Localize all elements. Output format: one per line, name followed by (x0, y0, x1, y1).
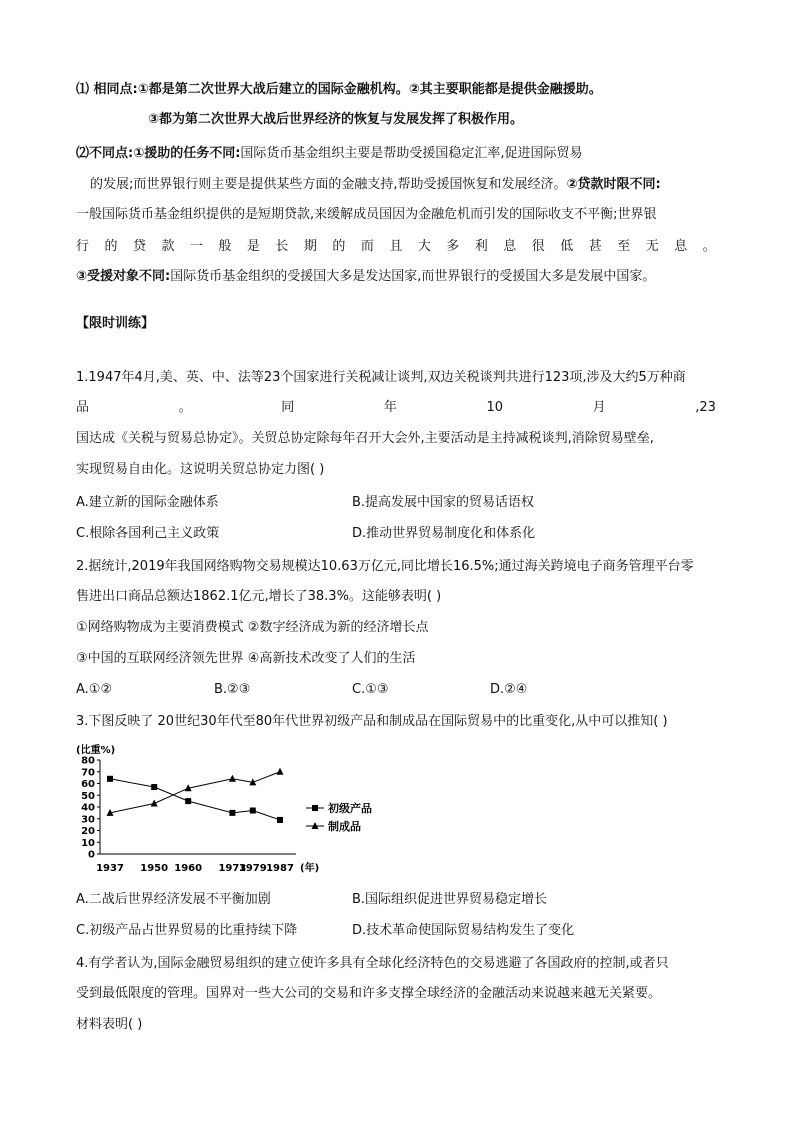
line6-char: 行 (76, 239, 90, 254)
x-tick-label: 1979 (238, 863, 267, 874)
chart-ylabel: (比重%) (76, 745, 116, 756)
line6-char: 一 (189, 239, 203, 254)
diff-task-text-cont: 的发展;而世界银行则主要是提供某些方面的金融支持,帮助受援国恢复和发展经济。 (90, 177, 567, 192)
q2-option-b: B.②③ (214, 682, 251, 697)
line6-char: 长 (275, 239, 289, 254)
section1-line1: ⑴ 相同点:①都是第二次世界大战后建立的国际金融机构。②其主要职能都是提供金融援助。 (76, 82, 602, 97)
section1-line4 (90, 176, 661, 194)
q1-line2-part: 10 (486, 400, 504, 415)
x-tick-label: 1950 (140, 863, 169, 874)
line6-char: 甚 (588, 239, 602, 254)
section-heading: 【限时训练】 (76, 316, 155, 331)
series-line (110, 772, 280, 813)
section1-line6 (76, 238, 716, 256)
data-point-square (277, 817, 283, 823)
q3-option-c: C.初级产品占世界贸易的比重持续下降 (76, 923, 298, 938)
line6-char: 很 (531, 239, 545, 254)
chart-xlabel: (年) (300, 863, 320, 874)
q1-line2-part: 同 (281, 400, 295, 415)
q1-option-b: B.提高发展中国家的贸易话语权 (352, 495, 535, 510)
q4-line3: 材料表明( ) (76, 1017, 143, 1032)
q2-items-1: ①网络购物成为主要消费模式 ②数字经济成为新的经济增长点 (76, 620, 429, 635)
q1-line2-part: 。 (178, 400, 192, 415)
data-point-triangle (277, 768, 284, 775)
q1-line2-part: 月 (592, 400, 606, 415)
data-point-square (151, 784, 157, 790)
line6-char: 款 (161, 239, 175, 254)
q3-line1: 3.下图反映了 20世纪30年代至80年代世界初级产品和制成品在国际贸易中的比重变化,从中可以推知( ) (76, 714, 668, 729)
diff-target-text: 国际货币基金组织的受援国大多是发达国家,而世界银行的受援国大多是发展中国家。 (170, 269, 656, 284)
q2-line2: 售进出口商品总额达1862.1亿元,增长了38.3%。这能够表明( ) (76, 589, 442, 604)
line6-char: 利 (474, 239, 488, 254)
line6-char: 的 (104, 239, 118, 254)
section1-line2: ③都为第二次世界大战后世界经济的恢复与发展发挥了积极作用。 (148, 112, 524, 127)
q2-line1: 2.据统计,2019年我国网络购物交易规模达10.63万亿元,同比增长16.5%;通过海关跨境电子商务管理平台零 (76, 559, 694, 574)
q3-option-a: A.二战后世界经济发展不平衡加剧 (76, 892, 271, 907)
section1-line5: 一般国际货币基金组织提供的是短期贷款,来缓解成员国因为金融危机而引发的国际收支不平衡;世界银 (76, 207, 657, 222)
data-point-square (107, 776, 113, 782)
q2-option-a: A.①② (76, 682, 113, 697)
y-tick-label: 30 (81, 814, 95, 826)
y-tick-label: 60 (81, 779, 95, 790)
q1-line2-part: 品 (76, 400, 90, 415)
q3-option-d: D.技术革命使国际贸易结构发生了变化 (352, 923, 575, 938)
line6-char: 多 (446, 239, 460, 254)
q1-option-c: C.根除各国利己主义政策 (76, 526, 220, 541)
data-point-square (185, 798, 191, 804)
line6-char: 而 (360, 239, 374, 254)
line6-char: 息 (503, 239, 517, 254)
line6-char: 是 (246, 239, 260, 254)
q3-option-b: B.国际组织促进世界贸易稳定增长 (352, 892, 548, 907)
q1-option-d: D.推动世界贸易制度化和体系化 (352, 526, 536, 541)
data-point-triangle (229, 775, 236, 782)
x-tick-label: 1937 (96, 863, 124, 874)
share-line-chart (74, 742, 404, 880)
y-tick-label: 0 (88, 849, 95, 861)
legend-label: 制成品 (328, 820, 361, 833)
line6-char: 。 (702, 239, 716, 254)
line6-char: 的 (332, 239, 346, 254)
y-tick-label: 40 (81, 802, 95, 814)
q1-line2 (76, 399, 716, 417)
data-point-triangle (151, 799, 158, 806)
line6-char: 大 (417, 239, 431, 254)
q4-line1: 4.有学者认为,国际金融贸易组织的建立使许多具有全球化经济特色的交易逃避了各国政府的控制,或者只 (76, 956, 669, 971)
q1-line1: 1.1947年4月,美、英、中、法等23个国家进行关税减让谈判,双边关税谈判共进行123项,涉及大约5万种商 (76, 370, 686, 385)
line6-char: 无 (645, 239, 659, 254)
legend-label: 初级产品 (328, 802, 372, 815)
q4-line2: 受到最低限度的管理。国界对一些大公司的交易和许多支撑全球经济的金融活动来说越来越无关紧要。 (76, 986, 662, 1001)
line6-char: 至 (617, 239, 631, 254)
diff-task-text: 国际货币基金组织主要是帮助受援国稳定汇率,促进国际贸易 (240, 146, 583, 161)
x-tick-label: 1960 (174, 863, 203, 874)
data-point-square (229, 810, 235, 816)
q1-line4: 实现贸易自由化。这说明关贸总协定力图( ) (76, 462, 325, 477)
y-tick-label: 80 (81, 755, 95, 767)
diff-loan-label: ②贷款时限不同: (566, 177, 661, 192)
diff-target-label: ③受援对象不同: (76, 269, 171, 284)
y-tick-label: 20 (81, 826, 95, 837)
line6-char: 低 (560, 239, 574, 254)
q1-option-a: A.建立新的国际金融体系 (76, 495, 219, 510)
section1-line3 (76, 145, 583, 163)
legend-marker-square (312, 805, 318, 811)
diff-task-label: ⑵不同点:①援助的任务不同: (76, 146, 241, 161)
x-tick-label: 1973 (218, 863, 247, 874)
line6-char: 贷 (132, 239, 146, 254)
q1-line3: 国达成《关税与贸易总协定》。关贸总协定除每年召开大会外,主要活动是主持减税谈判,消除贸易壁垒, (76, 431, 654, 446)
y-tick-label: 10 (81, 837, 95, 849)
q1-line2-part: 年 (383, 400, 397, 415)
line6-char: 期 (303, 239, 317, 254)
x-tick-label: 1987 (266, 863, 294, 874)
q2-items-2: ③中国的互联网经济领先世界 ④高新技术改变了人们的生活 (76, 651, 416, 666)
y-tick-label: 70 (81, 767, 95, 779)
q2-option-d: D.②④ (490, 682, 528, 697)
q2-option-c: C.①③ (352, 682, 389, 697)
line6-char: 息 (674, 239, 688, 254)
section1-line7 (76, 268, 655, 286)
q1-line2-part: ,23 (695, 400, 716, 415)
line6-char: 般 (218, 239, 232, 254)
line6-char: 且 (389, 239, 403, 254)
data-point-square (250, 808, 256, 814)
y-tick-label: 50 (81, 790, 95, 802)
